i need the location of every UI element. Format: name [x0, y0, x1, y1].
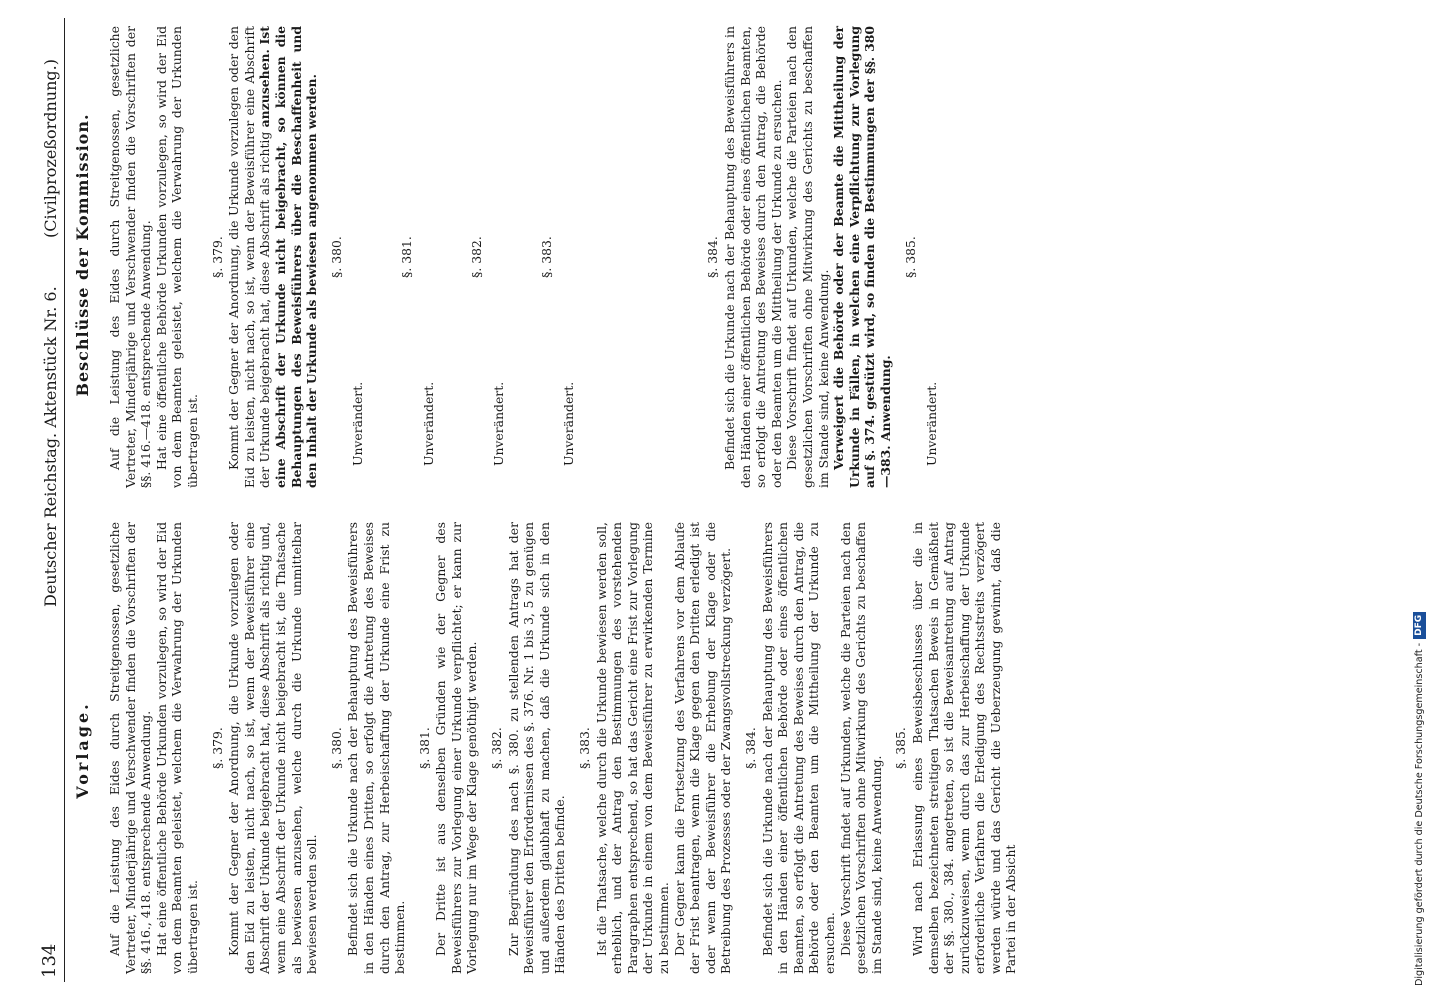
left-intro-paragraph-2: Hat eine öffentliche Behörde Urkunden vorzulegen, so wird der Eid von dem Beamten geleistet, welchem die Verwahrung der Urkunden übertragen ist.	[153, 522, 200, 974]
left-section-379-text: Kommt der Gegner der Anordnung, die Urkunde vorzulegen oder den Eid zu leisten, nicht nach, so ist, wenn der Beweisführer eine Abschrift der Urkunde beigebracht hat, diese Abschrift als richtig und, wenn eine Abschrift der Urkunde nicht beigebracht ist, die Thatsache als bewiesen anzusehen, welche durch die Urkunde unmittelbar bewiesen werden soll.	[226, 522, 320, 974]
header-title: Deutscher Reichstag. Aktenstück Nr. 6.	[41, 286, 60, 607]
digitization-credit	[1410, 8, 1430, 992]
right-column-title: Beschlüsse der Kommission.	[73, 113, 92, 397]
left-section-381-text: Der Dritte ist aus denselben Gründen wie der Gegner des Beweisführers zur Vorlegung einer Urkunde verpflichtet; er kann zur Vorlegung nur im Wege der Klage genöthigt werden.	[433, 522, 480, 974]
right-section-384-heading: §. 384.	[705, 236, 721, 278]
right-section-379-text-plain: Kommt der Gegner der Anordnung, die Urkunde vorzulegen oder den Eid zu leisten, nicht nach, so ist, wenn der Beweisführer eine Abschrift der Urkunde beigebracht hat, diese Abschrift als richtig	[226, 26, 273, 488]
left-section-384-text-2: Diese Vorschrift findet auf Urkunden, welche die Parteien nach den gesetzlichen Vorschriften ohne Mitwirkung des Gerichts zu beschaffen im Stande sind, keine Anwendung.	[837, 522, 884, 974]
left-section-384-text: Befindet sich die Urkunde nach der Behauptung des Beweisführers in den Händen einer öffentlichen Behörde oder eines öffentlichen Beamten, so erfolgt die Antretung des Beweises durch den Antrag, die Behörde oder den Beamten um die Mittheilung der Urkunde zu ersuchen.	[759, 522, 837, 974]
left-section-380-heading: §. 380.	[328, 727, 344, 769]
right-section-384-text: Befindet sich die Urkunde nach der Behauptung des Beweisführers in den Händen einer öffentlichen Behörde oder eines öffentlichen Beamten, so erfolgt die Antretung des Beweises durch den Antrag, die Behörde oder den Beamten um die Mittheilung der Urkunde zu ersuchen.	[722, 26, 784, 488]
right-section-384-text-2: Diese Vorschrift findet auf Urkunden, welche die Parteien nach den gesetzlichen Vorschriften ohne Mitwirkung des Gerichts zu beschaffen im Stande sind, keine Anwendung.	[784, 26, 831, 488]
right-column	[107, 26, 940, 488]
right-section-385-heading: §. 385.	[902, 236, 918, 278]
left-section-383-heading: §. 383.	[577, 727, 593, 769]
page-header	[30, 18, 65, 982]
right-section-381-text: Unverändert.	[420, 381, 436, 466]
right-section-384-amendment: Verweigert die Behörde oder der Beamte die Mittheilung der Urkunde in Fällen, in welchen eine Verpflichtung zur Vorlegung auf §. 374. gestützt wird, so finden die Bestimmungen der §§. 380—383. Anwendung.	[831, 26, 893, 488]
left-section-380-text: Befindet sich die Urkunde nach der Behauptung des Beweisführers in den Händen eines Dritten, so erfolgt die Antretung des Beweises durch den Antrag, zur Herbeischaffung der Urkunde eine Frist zu bestimmen.	[345, 522, 408, 974]
right-intro-paragraph-1: Auf die Leistung des Eides durch Streitgenossen, gesetzliche Vertreter, Minderjährige und Verschwender finden die Vorschriften der §§. 416.—418. entsprechende Anwendung.	[107, 26, 154, 488]
left-section-383-text-2: Der Gegner kann die Fortsetzung des Verfahrens vor dem Ablaufe der Frist beantragen, wenn die Klage gegen den Dritten erledigt ist oder wenn der Beweisführer die Erhebung der Klage oder die Betreibung des Prozesses oder der Zwangsvollstreckung verzögert.	[671, 522, 734, 974]
left-section-385-heading: §. 385.	[893, 727, 909, 769]
right-section-382-text: Unverändert.	[490, 381, 506, 466]
dfg-logo: DFG	[1413, 612, 1426, 639]
right-section-379-text-amended: anzusehen. Ist eine Abschrift der Urkunde nicht beigebracht, so können die Behauptungen des Beweisführers über die Beschaffenheit und den Inhalt der Urkunde als bewiesen angenommen werden.	[257, 26, 320, 488]
right-section-383-heading: §. 383.	[539, 236, 555, 278]
right-section-380-text: Unverändert.	[350, 381, 366, 466]
left-intro-paragraph-1: Auf die Leistung des Eides durch Streitgenossen, gesetzliche Vertreter, Minderjährige und Verschwender finden die Vorschriften der §§. 416., 418. entsprechende Anwendung.	[107, 522, 154, 974]
right-section-385-text: Unverändert.	[924, 381, 940, 466]
header-subject: (Civilprozeßordnung.)	[41, 59, 60, 238]
left-section-381-heading: §. 381.	[416, 727, 432, 769]
right-intro-paragraph-2: Hat eine öffentliche Behörde Urkunden vorzulegen, so wird der Eid von dem Beamten geleistet, welchem die Verwahrung der Urkunden übertragen ist.	[153, 26, 200, 488]
left-section-383-text: Ist die Thatsache, welche durch die Urkunde bewiesen werden soll, erheblich, und der Antrag den Bestimmungen des vorstehenden Paragraphen entsprechend, so hat das Gericht eine Frist zur Vorlegung der Urkunde in einem von dem Beweisführer zu erwirkenden Termine zu bestimmen.	[593, 522, 671, 974]
page-number: 134	[39, 943, 60, 978]
left-section-382-heading: §. 382.	[489, 727, 505, 769]
right-section-379-text	[226, 26, 320, 488]
right-section-380-heading: §. 380.	[328, 236, 344, 278]
left-section-382-text: Zur Begründung des nach §. 380. zu stellenden Antrags hat der Beweisführer den Erfordernissen des §. 376. Nr. 1 bis 3, 5 zu genügen und außerdem glaubhaft zu machen, daß die Urkunde sich in den Händen des Dritten befinde.	[505, 522, 568, 974]
right-section-382-heading: §. 382.	[469, 236, 485, 278]
digitization-credit-text: Digitalisierung gefördert durch die Deutsche Forschungsgemeinschaft -	[1414, 642, 1425, 986]
left-section-384-heading: §. 384.	[742, 727, 758, 769]
right-section-383-text: Unverändert.	[560, 381, 576, 466]
left-section-379-heading: §. 379.	[209, 727, 225, 769]
left-column	[107, 522, 1019, 974]
right-section-381-heading: §. 381.	[398, 236, 414, 278]
left-section-385-text: Wird nach Erlassung eines Beweisbeschlusses über die in demselben bezeichneten streitigen Thatsachen Beweis in Gemäßheit der §§. 380., 384. angetreten, so ist die Beweisantretung auf Antrag zurückzuweisen, wenn durch das zur Herbeischaffung der Urkunde erforderliche Verfahren die Erledigung des Rechtsstreits verzögert werden würde und das Gericht die Ueberzeugung gewinnt, daß die Partei in der Absicht	[909, 522, 1019, 974]
right-section-379-heading: §. 379.	[209, 236, 225, 278]
left-column-title: Vorlage.	[73, 701, 92, 799]
